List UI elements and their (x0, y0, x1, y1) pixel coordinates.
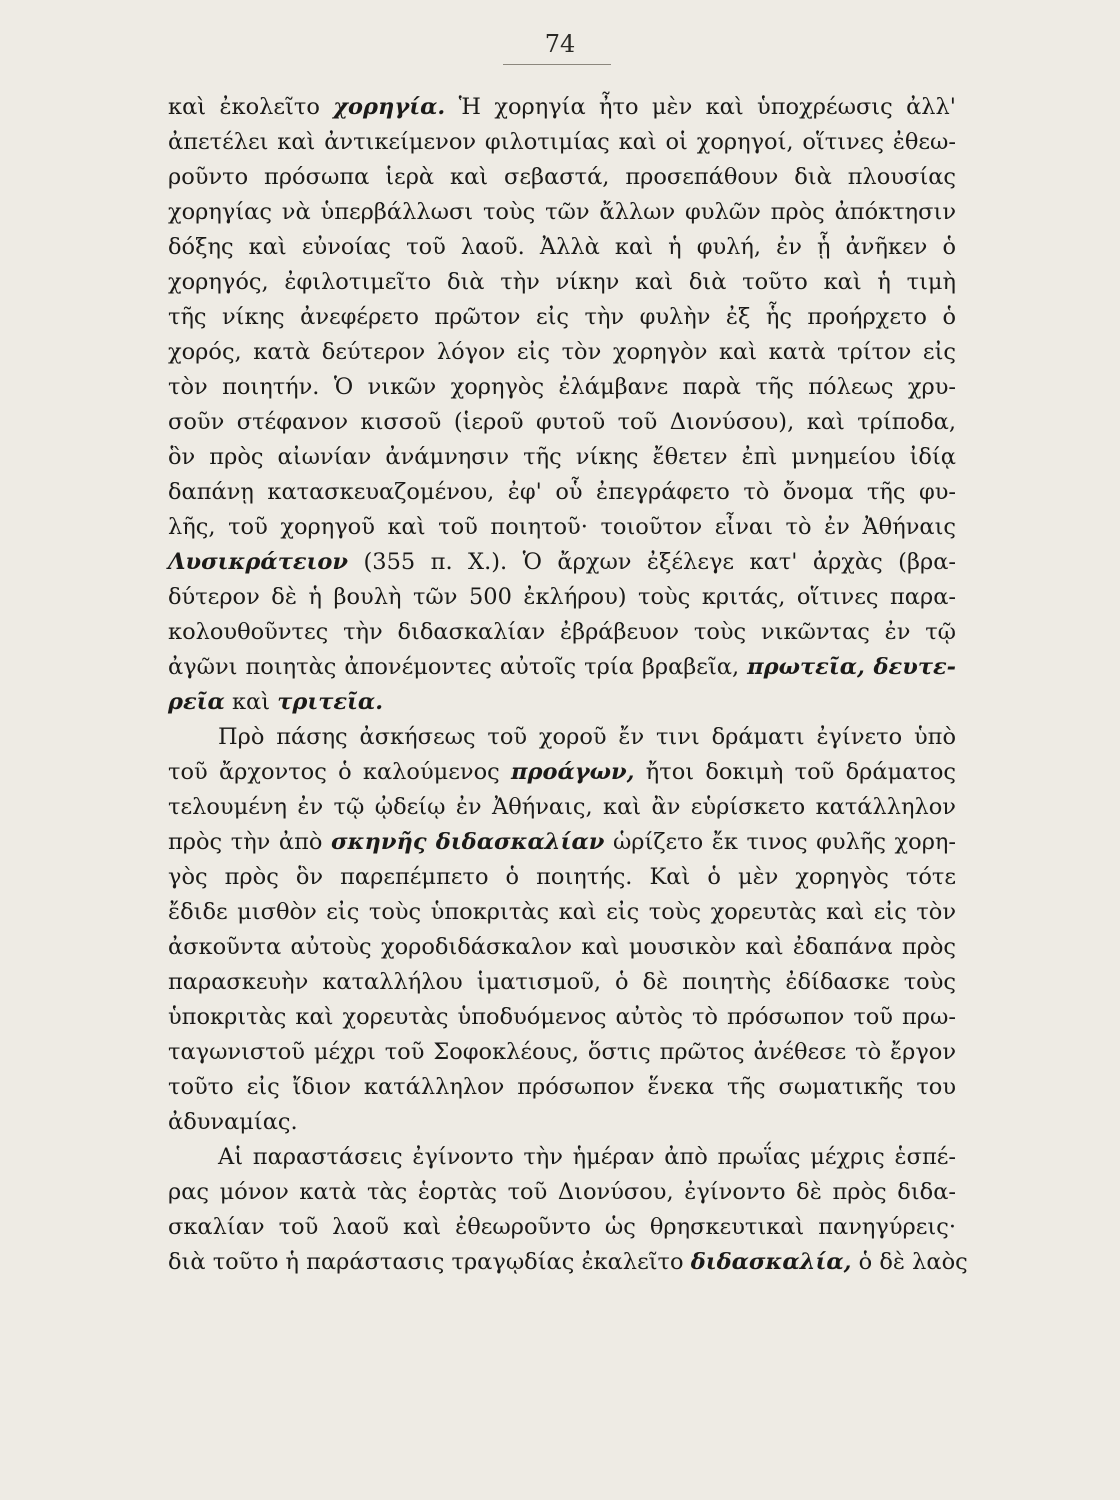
text-run: καὶ ἐκολεῖτο (168, 94, 334, 120)
text-run: τοῦ ἄρχοντος ὁ καλούμενος (168, 759, 512, 785)
text-run: πρὸς τὴν ἀπὸ (168, 829, 332, 855)
text-run: τῆς νίκης ἀνεφέρετο πρῶτον εἰς τὴν φυλὴν ἐξ ἧς προήρχετο ὁ (168, 304, 956, 330)
text-line (168, 1245, 968, 1280)
text-line (168, 580, 956, 615)
text-run: ρας μόνον κατὰ τὰς ἑορτὰς τοῦ Διονύσου, ἐγίνοντο δὲ πρὸς διδα- (168, 1179, 956, 1205)
text-line (168, 790, 956, 825)
text-run: ἀδυναμίας. (168, 1109, 298, 1135)
text-line (168, 265, 956, 300)
text-line (168, 895, 956, 930)
emphasized-term: προάγων, (511, 759, 635, 785)
text-run: καὶ (224, 689, 278, 715)
text-run: ἀγῶνι ποιητὰς ἀπονέμοντες αὐτοῖς τρία βραβεῖα, (168, 654, 748, 680)
text-run: ταγωνιστοῦ μέχρι τοῦ Σοφοκλέους, ὅστις πρῶτος ἀνέθεσε τὸ ἔργον (168, 1039, 956, 1065)
text-line (168, 335, 956, 370)
text-line (168, 650, 956, 685)
emphasized-term: χορηγία. (333, 94, 446, 120)
text-run: τοῦτο εἰς ἴδιον κατάλληλον πρόσωπον ἕνεκα τῆς σωματικῆς του (168, 1074, 956, 1100)
text-run: (355 π. Χ.). Ὁ ἄρχων ἐξέλεγε κατ' ἀρχὰς (βρα- (348, 549, 956, 575)
text-run: Ἡ χορηγία ἦτο μὲν καὶ ὑποχρέωσις ἀλλ' (445, 94, 956, 120)
text-line (168, 405, 956, 440)
page-number: 74 (544, 30, 576, 58)
text-run: δύτερον δὲ ἡ βουλὴ τῶν 500 ἐκλήρου) τοὺς κριτάς, οἵτινες παρα- (168, 584, 956, 610)
text-run: ὑποκριτὰς καὶ χορευτὰς ὑποδυόμενος αὐτὸς τὸ πρόσωπον τοῦ πρω- (168, 1004, 956, 1030)
text-line (168, 300, 956, 335)
text-run: χορηγός, ἐφιλοτιμεῖτο διὰ τὴν νίκην καὶ διὰ τοῦτο καὶ ἡ τιμὴ (168, 269, 956, 295)
text-line (168, 860, 956, 895)
emphasized-term: πρωτεῖα, δευτε- (747, 654, 956, 680)
text-line (168, 1140, 956, 1175)
emphasized-term: διδασκαλία, (690, 1249, 852, 1275)
text-line (168, 1105, 956, 1140)
text-run: ὃν πρὸς αἰωνίαν ἀνάμνησιν τῆς νίκης ἔθετεν ἐπὶ μνημείου ἰδίᾳ (168, 444, 956, 470)
text-line (168, 930, 956, 965)
text-line (168, 1035, 956, 1070)
text-line (168, 1175, 956, 1210)
text-run: παρασκευὴν καταλλήλου ἱματισμοῦ, ὁ δὲ ποιητὴς ἐδίδασκε τοὺς (168, 969, 956, 995)
text-line (168, 160, 956, 195)
text-run: χορός, κατὰ δεύτερον λόγον εἰς τὸν χορηγὸν καὶ κατὰ τρίτον εἰς (168, 339, 956, 365)
text-run: ὡρίζετο ἔκ τινος φυλῆς χορη- (604, 829, 957, 855)
text-run: Πρὸ πάσης ἀσκήσεως τοῦ χοροῦ ἔν τινι δράματι ἐγίνετο ὑπὸ (218, 724, 956, 750)
text-line (168, 825, 956, 860)
text-line (168, 1210, 956, 1245)
text-line (168, 125, 956, 160)
text-line (168, 1070, 956, 1105)
text-line (168, 195, 956, 230)
text-line (168, 475, 956, 510)
text-run: χορηγίας νὰ ὑπερβάλλωσι τοὺς τῶν ἄλλων φυλῶν πρὸς ἀπόκτησιν (168, 199, 956, 225)
text-line (168, 90, 956, 125)
text-run: Αἱ παραστάσεις ἐγίνοντο τὴν ἡμέραν ἀπὸ πρωΐας μέχρις ἑσπέ- (218, 1144, 956, 1170)
text-line (168, 370, 956, 405)
text-line (168, 440, 956, 475)
body-text (168, 90, 968, 1280)
text-run: δαπάνῃ κατασκευαζομένου, ἐφ' οὗ ἐπεγράφετο τὸ ὄνομα τῆς φυ- (168, 479, 956, 505)
text-run: διὰ τοῦτο ἡ παράστασις τραγῳδίας ἐκαλεῖτο (168, 1249, 691, 1275)
text-line (168, 510, 956, 545)
text-run: σκαλίαν τοῦ λαοῦ καὶ ἐθεωροῦντο ὡς θρησκευτικαὶ πανηγύρεις· (168, 1214, 956, 1240)
emphasized-term: Λυσικράτειον (168, 549, 349, 575)
text-run: ἔδιδε μισθὸν εἰς τοὺς ὑποκριτὰς καὶ εἰς τοὺς χορευτὰς καὶ εἰς τὸν (168, 899, 956, 925)
text-line (168, 685, 956, 720)
text-run: ὁ δὲ λαὸς (851, 1249, 968, 1275)
text-run: σοῦν στέφανον κισσοῦ (ἱεροῦ φυτοῦ τοῦ Διονύσου), καὶ τρίποδα, (168, 409, 956, 435)
text-run: ἀσκοῦντα αὐτοὺς χοροδιδάσκαλον καὶ μουσικὸν καὶ ἐδαπάνα πρὸς (168, 934, 956, 960)
text-run: τὸν ποιητήν. Ὁ νικῶν χορηγὸς ἐλάμβανε παρὰ τῆς πόλεως χρυ- (168, 374, 956, 400)
text-line (168, 615, 956, 650)
text-line (168, 965, 956, 1000)
header-rule (503, 64, 611, 65)
text-run: ἀπετέλει καὶ ἀντικείμενον φιλοτιμίας καὶ οἱ χορηγοί, οἵτινες ἐθεω- (168, 129, 956, 155)
text-line (168, 755, 956, 790)
emphasized-term: ρεῖα (168, 689, 225, 715)
text-run: γὸς πρὸς ὃν παρεπέμπετο ὁ ποιητής. Καὶ ὁ μὲν χορηγὸς τότε (168, 864, 956, 890)
emphasized-term: σκηνῆς διδασκαλίαν (331, 829, 605, 855)
text-run: τελουμένη ἐν τῷ ᾠδείῳ ἐν Ἀθήναις, καὶ ἂν εὑρίσκετο κατάλληλον (168, 794, 956, 820)
text-run: ροῦντο πρόσωπα ἱερὰ καὶ σεβαστά, προσεπάθουν διὰ πλουσίας (168, 164, 956, 190)
text-run: λῆς, τοῦ χορηγοῦ καὶ τοῦ ποιητοῦ· τοιοῦτον εἶναι τὸ ἐν Ἀθήναις (168, 514, 956, 540)
text-run: κολουθοῦντες τὴν διδασκαλίαν ἐβράβευον τοὺς νικῶντας ἐν τῷ (168, 619, 956, 645)
text-run: ἤτοι δοκιμὴ τοῦ δράματος (634, 759, 956, 785)
emphasized-term: τριτεῖα. (277, 689, 384, 715)
text-line (168, 1000, 956, 1035)
text-line (168, 545, 956, 580)
text-line (168, 230, 956, 265)
text-line (168, 720, 956, 755)
text-run: δόξης καὶ εὐνοίας τοῦ λαοῦ. Ἀλλὰ καὶ ἡ φυλή, ἐν ᾗ ἀνῆκεν ὁ (168, 234, 956, 260)
